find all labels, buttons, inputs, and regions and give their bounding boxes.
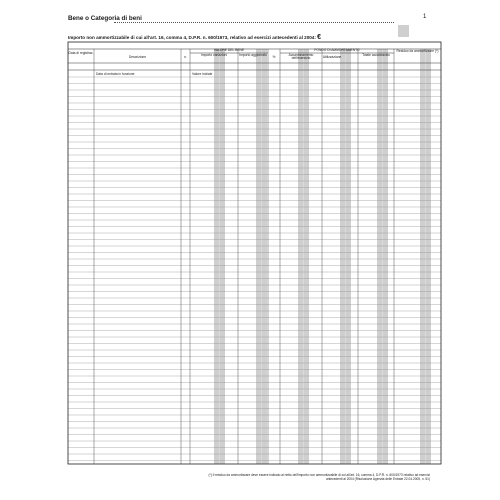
col-header-percent: % xyxy=(272,55,276,59)
col-header-description: Descrizione xyxy=(128,55,147,59)
group-header-valore: VALORE DEL BENE xyxy=(213,47,245,52)
footnote: (*) Il residuo da ammortizzare deve essere indicato al netto dell'importo non ammortizzabile di cui all'art. 16, comma 4, D.P.R. n. 600/1973 relativo ad esercizi antecedenti al 2004 (Risoluzione Agenzia delle Entrate 22.04.2005, n. 51) xyxy=(208,473,430,482)
col-header-utilizzazione: Utilizzazione xyxy=(322,55,342,59)
col-header-date: Data di registraz. xyxy=(68,51,94,55)
page-title: Bene o Categoria di beni xyxy=(68,15,142,22)
initial-value-label: Valore iniziale xyxy=(192,71,213,76)
subtitle-text: Importo non ammortizzabile di cui all'art. 16, comma 4, D.P.R. n. 600/1973, relativo ad esercizi antecedenti al 2004: xyxy=(68,35,316,40)
col-header-accantonamento: Accantonamento dell'esercizio xyxy=(288,52,314,61)
page-number: 1 xyxy=(423,14,427,20)
entry-date-label: Data di entrata in funzione xyxy=(96,71,135,76)
decimal-lines xyxy=(220,49,426,464)
col-header-totale: Totale accantonato xyxy=(362,52,390,57)
shaded-columns xyxy=(214,49,431,464)
col-header-importo-variazioni: Importo variazioni xyxy=(200,52,228,57)
col-header-n: n. xyxy=(184,55,187,59)
col-header-residuo-text: Residuo da ammortizzare xyxy=(396,49,435,53)
col-header-residuo-mark: (*) xyxy=(435,49,439,53)
col-header-residuo xyxy=(394,50,441,54)
group-header-fondo: FONDO DI AMMORTAMENTO xyxy=(314,47,360,52)
currency-symbol: € xyxy=(317,34,322,41)
col-header-importo-aggiornato: Importo aggiornato xyxy=(239,52,267,57)
